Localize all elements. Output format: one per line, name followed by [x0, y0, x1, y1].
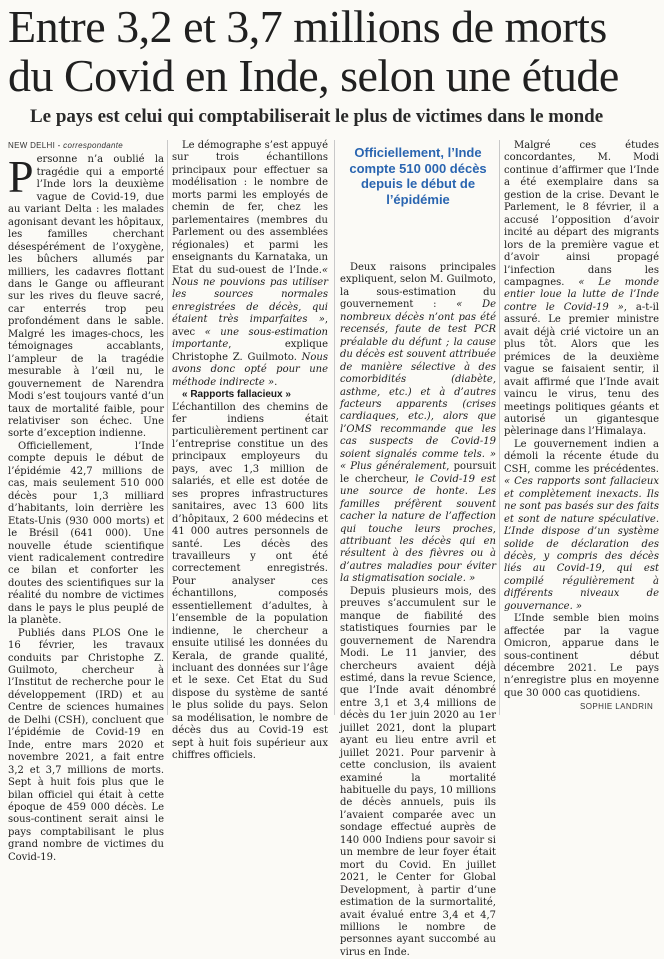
quote: le Covid-19 est une source de honte. Les familles préfèrent souvent cacher la nature de l’affection qui touche leurs proches, attribuant les décès qui en résultent à des fièvres ou à d’autres maladies pour éviter la stigmatisation sociale. » — [340, 473, 496, 585]
paragraph: Depuis plusieurs mois, des preuves s’accumulent sur le manque de fiabilité des statistiques fournies par le gouvernement de Narendra Modi. Le 11 janvier, des chercheurs avaient déjà estimé, dans la revue Science, que l’Inde avait dénombré entre 3,1 et 3,4 millions de décès du 1er juin 2020 au 1er juillet 2021, dont la plupart ayant eu lieu entre avril et juillet 2021. Pour parvenir à cette conclusion, ils avaient examiné la mortalité habituelle du pays, 10 millions de décès annuels, puis ils l’avaient comparée avec un sondage effectué auprès de 140 000 Indiens pour savoir si un membre de leur foyer était mort du Covid. En juillet 2021, le Center for Global Development, à partir d’une estimation de la surmortalité, avait évalué entre 3,4 et 4,7 millions le nombre de personnes ayant succombé au virus en Inde. — [340, 585, 496, 958]
paragraph-text: , avec — [172, 314, 328, 338]
article-column-2 — [172, 140, 328, 762]
pull-quote: Officiellement, l’Inde compte 510 000 décès depuis le début de l’épidémie — [349, 145, 487, 207]
quote: « Le monde entier loue la lutte de l’Inde contre le Covid-19 » — [504, 276, 659, 313]
paragraph-text: , explique Christophe Z. Guilmoto. — [172, 339, 328, 363]
quote: « De nombreux décès n’ont pas été recensés, faute de test PCR préalable du défunt ; la cause du décès est souvent attribuée de manière sélective à des comorbidités (diabète, asthme, etc.) et à d’autres facteurs apparents (crises cardiaques, etc.), alors que l’OMS recommande que les cas suspects de Covid-19 soient signalés comme tels. » — [340, 299, 496, 460]
paragraph-text: , poursuit le chercheur, — [340, 461, 496, 485]
column-divider — [167, 140, 168, 715]
article-headline: Entre 3,2 et 3,7 millions de morts du Covid en Inde, selon une étude — [8, 1, 619, 101]
byline-place: NEW DELHI — [8, 141, 56, 150]
paragraph — [172, 140, 328, 389]
paragraph — [504, 140, 659, 439]
author-signature: SOPHIE LANDRIN — [580, 702, 654, 711]
lead-paragraph — [8, 151, 164, 440]
article-column-3 — [340, 262, 496, 958]
byline-separator: - — [55, 141, 64, 150]
paragraph-text: Le démographe s’est appuyé sur trois échantillons principaux pour effectuer sa modélisation : le nombre de morts parmi les employés de chemin de fer, chez les parlementaires (membres du Parlement ou des assemblées régionales) et parmi les enseignants du Karnataka, un Etat du sud-ouest de l’Inde. — [172, 140, 328, 276]
article-subheadline: Le pays est celui qui comptabiliserait le plus de victimes dans le monde — [30, 106, 604, 127]
paragraph-text: Malgré ces études concordantes, M. Modi continue d’affirmer que l’Inde a été exemplaire dans sa gestion de la crise. Devant le Parlement, le 8 février, il a accusé l’opposition d’avoir incité au départ des migrants lors de la première vague et d’avoir ainsi propagé l’infection dans les campagnes. — [504, 140, 659, 288]
quote: « Nous ne pouvions pas utiliser les sources normales enregistrées de décès, qui étaient très imparfaites » — [172, 264, 328, 326]
article-column-4 — [504, 140, 659, 710]
paragraph: L’échantillon des chemins de fer indiens était particulièrement pertinent car l’entreprise constitue un des principaux employeurs du pays, avec 1,3 million de salariés, et elle est dotée de ses propres infrastructures sanitaires, avec 13 600 lits d’hôpitaux, 2 600 médecins et 41 000 autres personnels de santé. Les décès des travailleurs y ont été correctement enregistrés. Pour analyser ces échantillons, composés essentiellement d’adultes, à l’ensemble de la population indienne, le chercheur a ensuite utilisé les données du Kerala, de grande qualité, incluant des données sur l’âge et le sexe. Cet Etat du Sud dispose du système de santé le plus solide du pays. Selon sa modélisation, le nombre de décès dus au Covid-19 est sept à huit fois supérieur aux chiffres officiels. — [172, 401, 328, 762]
quote: « Ces rapports sont fallacieux et complètement inexacts. Ils ne sont pas basés sur des faits et sont de nature spéculative. L’Inde dispose d’un système solide de déclaration des décès, y compris des décès liés au Covid-19, qui est compilé régulièrement à différents niveaux de gouvernance. » — [504, 476, 659, 612]
paragraph: L’Inde semble bien moins affectée par la vague Omicron, apparue dans le sous-continent début décembre 2021. Le pays n’enregistre plus en moyenne que 30 000 cas quotidiens. — [504, 613, 659, 699]
article-column-1 — [8, 140, 164, 863]
paragraph — [504, 439, 659, 613]
column-divider — [499, 140, 500, 715]
paragraph-text: ersonne n’a oublié la tragédie qui a emporté l’Inde lors la deuxième vague de Covid-19, due au variant Delta : les malades agonisant devant les hôpitaux, les familles cherchant désespérément de l’oxygène, les bûchers allumés par milliers, les cadavres flottant dans le Gange ou affleurant sur les rives du fleuve sacré, car enterrés trop peu profondément dans le sable. Malgré les images-chocs, les témoignages accablants, l’ampleur de la tragédie mesurable à l’œil nu, le gouvernement de Narendra Modi s’est toujours vanté d’un taux de mortalité faible, pour relativiser son échec. Une sorte d’exception indienne. — [8, 154, 164, 440]
paragraph: Publiés dans PLOS One le 16 février, les travaux conduits par Christophe Z. Guilmoto, chercheur à l’Institut de recherche pour le développement (IRD) et au Centre de sciences humaines de Delhi (CSH), concluent que l’épidémie de Covid-19 en Inde, entre mars 2020 et novembre 2021, a fait entre 3,2 et 3,7 millions de morts. Sept à huit fois plus que le bilan officiel qui était à cette époque de 459 000 décès. Le sous-continent serait ainsi le pays comptabilisant le plus grand nombre de victimes du Covid-19. — [8, 627, 164, 863]
subheading: « Rapports fallacieux » — [182, 389, 291, 401]
byline — [8, 140, 164, 152]
paragraph-text: Le gouvernement indien a démoli la récente étude du CSH, comme les précédentes. — [504, 438, 659, 475]
quote: Nous avons donc opté pour une méthode indirecte ». — [172, 351, 328, 388]
quote: « une sous-estimation importante — [172, 326, 328, 351]
paragraph — [340, 262, 496, 586]
paragraph: Officiellement, l’Inde compte depuis le début de l’épidémie 42,7 millions de cas, mais seulement 510 000 décès pour 1,3 milliard d’habitants, loin derrière les Etats-Unis (930 000 morts) et le Brésil (641 000). Une nouvelle étude scientifique vient radicalement contredire ce bilan et conforter les doutes des scientifiques sur la réalité du nombre de victimes dans le pays le plus peuplé de la planète. — [8, 440, 164, 627]
quote: « Plus généralement — [340, 461, 447, 473]
paragraph-text: , a-t-il assuré. Le premier ministre avait déjà crié victoire un an plus tôt. Alors que les prémices de la deuxième vague se faisaient sentir, il avait affirmé que l’Inde avait vaincu le virus, tenu des meetings politiques géants et autorisé un gigantesque pèlerinage dans l’Himalaya. — [504, 301, 659, 438]
byline-role: correspondante — [63, 141, 123, 150]
paragraph-text: Deux raisons principales expliquent, selon M. Guilmoto, la sous-estimation du gouvernement : — [340, 262, 496, 311]
column-divider — [334, 140, 335, 715]
drop-cap: P — [8, 151, 34, 203]
